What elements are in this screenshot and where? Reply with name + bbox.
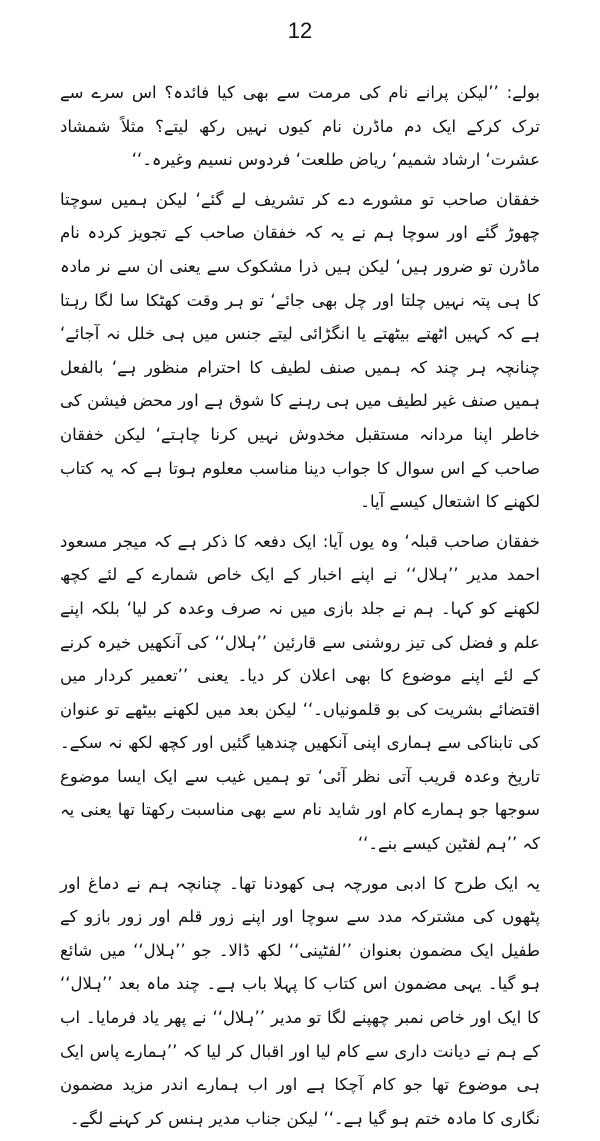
paragraph-3: خفقان صاحب قبلہ‘ وہ یوں آیا: ایک دفعہ کا ذکر ہے کہ میجر مسعود احمد مدیر ’’ہلال‘‘ نے اپنے اخبار کے ایک خاص شمارے کے لئے کچھ لکھنے کو کہا۔ ہم نے جلد بازی میں نہ صرف وعدہ کر لیا‘ بلکہ اپنے علم و فضل کی تیز روشنی سے قارئین ’’ہلال‘‘ کی آنکھیں خیرہ کرنے کے لئے اپنے موضوع کا بھی اعلان کر دیا۔ یعنی ’’تعمیر کردار میں اقتضائے بشریت کی بو قلمونیاں۔‘‘ لیکن بعد میں لکھنے بیٹھے تو عنوان کی تابناکی سے ہماری اپنی آنکھیں چندھیا گئیں اور کچھ لکھ نہ سکے۔ تاریخ وعدہ قریب آتی نظر آئی‘ تو ہمیں غیب سے ایک ایسا موضوع سوجھا جو ہمارے کام اور شاید نام سے بھی مناسبت رکھتا تھا یعنی یہ کہ ’’ہم لفٹین کیسے بنے۔‘‘ <box>60 531 540 854</box>
paragraph-4: یہ ایک طرح کا ادبی مورچہ ہی کھودنا تھا۔ چنانچہ ہم نے دماغ اور پٹھوں کی مشترکہ مدد سے سوچا اور اپنے زور قلم اور زور بازو کے طفیل ایک مضمون بعنوان ’’لفٹینی‘‘ لکھ ڈالا۔ جو ’’ہلال‘‘ میں شائع ہو گیا۔ یہی مضمون اس کتاب کا پہلا باب ہے۔ چند ماہ بعد ’’ہلال‘‘ کا ایک اور خاص نمبر چھپنے لگا تو مدیر ’’ہلال‘‘ نے پھر یاد فرمایا۔ اب کے ہم نے دیانت داری سے کام لیا اور اقبال کر لیا کہ ’’ہمارے پاس ایک ہی موضوع تھا جو کام آچکا ہے اور اب ہمارے اندر مزید مضمون نگاری کا مادہ ختم ہو گیا ہے۔‘‘ لیکن جناب مدیر ہنس کر کہنے لگے۔ <box>60 873 540 1128</box>
body-text <box>60 76 540 1141</box>
page-number: 12 <box>287 18 313 43</box>
paragraph-1: بولے: ’’لیکن پرانے نام کی مرمت سے بھی کیا فائدہ؟ اس سرے سے ترک کرکے ایک دم ماڈرن نام کیوں نہیں رکھ لیتے؟ مثلاً شمشاد عشرت‘ ارشاد شمیم‘ ریاض طلعت‘ فردوس نسیم وغیرہ۔‘‘ <box>60 83 540 170</box>
paragraph-2: خفقان صاحب تو مشورے دے کر تشریف لے گئے‘ لیکن ہمیں سوچتا چھوڑ گئے اور سوچا ہم نے یہ کہ خفقان صاحب کے تجویز کردہ نام ماڈرن تو ضرور ہیں‘ لیکن ہیں ذرا مشکوک سے یعنی ان سے نر مادہ کا ہی پتہ نہیں چلتا اور چل بھی جائے‘ تو ہر وقت کھٹکا سا لگا رہتا ہے کہ کہیں اٹھتے بیٹھتے یا انگڑائی لیتے جنس میں ہی خلل نہ آجائے‘ چنانچہ ہر چند کہ ہمیں صنف لطیف کا احترام منظور ہے‘ بالفعل ہمیں صنف غیر لطیف میں ہی رہنے کا شوق ہے اور محض فیشن کی خاطر اپنا مردانہ مستقبل مخدوش نہیں کرنا چاہتے‘ لیکن خفقان صاحب کے اس سوال کا جواب دینا مناسب معلوم ہوتا ہے کہ یہ کتاب لکھنے کا اشتعال کیسے آیا۔ <box>60 189 540 512</box>
